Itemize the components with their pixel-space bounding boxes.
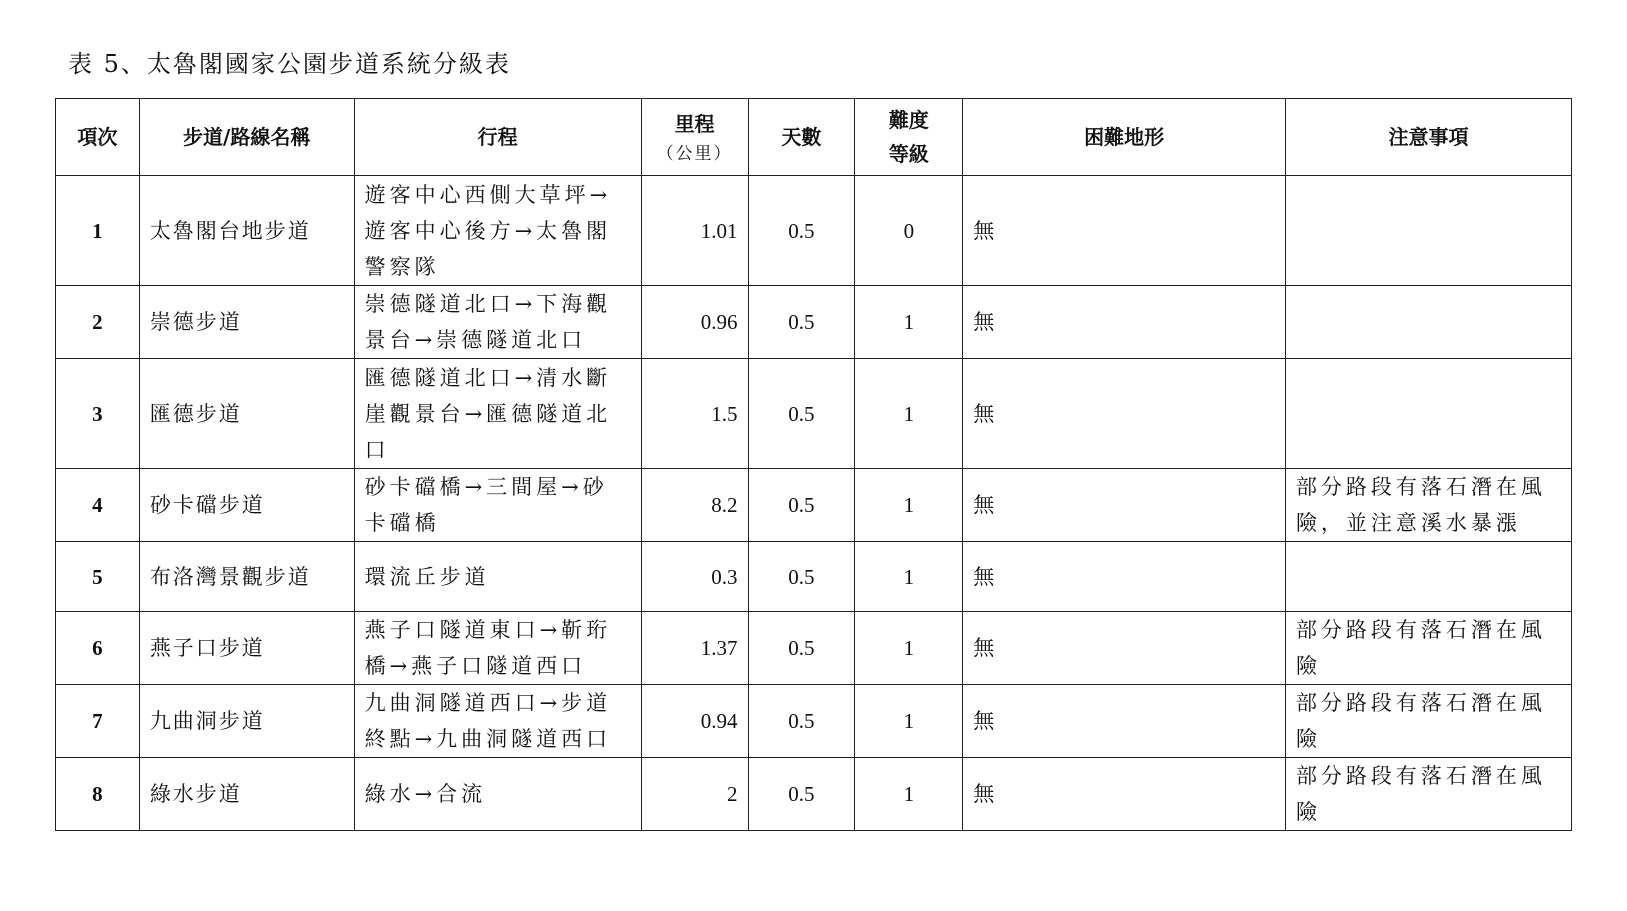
table-row <box>56 685 1572 758</box>
row-notes: 部分路段有落石潛在風險 <box>1285 685 1571 758</box>
table-header-row <box>56 99 1572 176</box>
row-no: 1 <box>56 176 140 286</box>
row-level: 0 <box>855 176 963 286</box>
row-name: 太魯閣台地步道 <box>139 176 354 286</box>
header-no: 項次 <box>56 99 140 176</box>
row-days: 0.5 <box>748 612 855 685</box>
row-no: 8 <box>56 758 140 831</box>
table-row <box>56 469 1572 542</box>
row-days: 0.5 <box>748 685 855 758</box>
header-level-line1: 難度 <box>888 108 929 132</box>
row-terrain: 無 <box>963 542 1286 612</box>
row-days: 0.5 <box>748 758 855 831</box>
row-terrain: 無 <box>963 359 1286 469</box>
header-days: 天數 <box>748 99 855 176</box>
row-name: 砂卡礑步道 <box>139 469 354 542</box>
table-title: 表 5、太魯閣國家公園步道系統分級表 <box>68 50 511 78</box>
row-notes <box>1285 542 1571 612</box>
table-row <box>56 612 1572 685</box>
row-no: 7 <box>56 685 140 758</box>
row-notes <box>1285 359 1571 469</box>
row-distance: 1.5 <box>641 359 748 469</box>
row-level: 1 <box>855 286 963 359</box>
row-name: 匯德步道 <box>139 359 354 469</box>
table-row <box>56 286 1572 359</box>
row-days: 0.5 <box>748 542 855 612</box>
row-distance: 0.96 <box>641 286 748 359</box>
header-notes: 注意事項 <box>1285 99 1571 176</box>
row-level: 1 <box>855 359 963 469</box>
row-notes <box>1285 286 1571 359</box>
row-terrain: 無 <box>963 176 1286 286</box>
row-level: 1 <box>855 685 963 758</box>
row-notes: 部分路段有落石潛在風險 <box>1285 758 1571 831</box>
header-route: 行程 <box>354 99 641 176</box>
row-no: 4 <box>56 469 140 542</box>
row-route: 綠水→合流 <box>354 758 641 831</box>
row-distance: 1.37 <box>641 612 748 685</box>
row-distance: 2 <box>641 758 748 831</box>
row-route: 燕子口隧道東口→靳珩橋→燕子口隧道西口 <box>354 612 641 685</box>
row-terrain: 無 <box>963 286 1286 359</box>
row-distance: 1.01 <box>641 176 748 286</box>
header-name: 步道/路線名稱 <box>139 99 354 176</box>
header-distance-unit: （公里） <box>656 144 733 164</box>
row-terrain: 無 <box>963 758 1286 831</box>
row-route: 遊客中心西側大草坪→遊客中心後方→太魯閣警察隊 <box>354 176 641 286</box>
row-notes <box>1285 176 1571 286</box>
row-no: 6 <box>56 612 140 685</box>
row-distance: 0.94 <box>641 685 748 758</box>
header-distance <box>641 99 748 176</box>
row-name: 綠水步道 <box>139 758 354 831</box>
row-name: 九曲洞步道 <box>139 685 354 758</box>
row-terrain: 無 <box>963 469 1286 542</box>
row-route: 九曲洞隧道西口→步道終點→九曲洞隧道西口 <box>354 685 641 758</box>
row-terrain: 無 <box>963 685 1286 758</box>
row-days: 0.5 <box>748 359 855 469</box>
row-notes: 部分路段有落石潛在風險，並注意溪水暴漲 <box>1285 469 1571 542</box>
row-no: 5 <box>56 542 140 612</box>
row-distance: 0.3 <box>641 542 748 612</box>
row-level: 1 <box>855 758 963 831</box>
row-name: 布洛灣景觀步道 <box>139 542 354 612</box>
row-distance: 8.2 <box>641 469 748 542</box>
row-route: 砂卡礑橋→三間屋→砂卡礑橋 <box>354 469 641 542</box>
row-name: 崇德步道 <box>139 286 354 359</box>
row-route: 崇德隧道北口→下海觀景台→崇德隧道北口 <box>354 286 641 359</box>
row-notes: 部分路段有落石潛在風險 <box>1285 612 1571 685</box>
row-name: 燕子口步道 <box>139 612 354 685</box>
header-terrain: 困難地形 <box>963 99 1286 176</box>
table-row <box>56 758 1572 831</box>
row-level: 1 <box>855 612 963 685</box>
row-days: 0.5 <box>748 286 855 359</box>
trail-grading-table <box>55 98 1572 831</box>
row-no: 3 <box>56 359 140 469</box>
header-distance-label: 里程 <box>674 112 715 136</box>
row-terrain: 無 <box>963 612 1286 685</box>
table-row <box>56 176 1572 286</box>
row-route: 環流丘步道 <box>354 542 641 612</box>
table-row <box>56 542 1572 612</box>
header-level-line2: 等級 <box>888 142 929 166</box>
row-level: 1 <box>855 469 963 542</box>
header-level <box>855 99 963 176</box>
row-days: 0.5 <box>748 469 855 542</box>
row-route: 匯德隧道北口→清水斷崖觀景台→匯德隧道北口 <box>354 359 641 469</box>
row-no: 2 <box>56 286 140 359</box>
table-row <box>56 359 1572 469</box>
row-level: 1 <box>855 542 963 612</box>
row-days: 0.5 <box>748 176 855 286</box>
